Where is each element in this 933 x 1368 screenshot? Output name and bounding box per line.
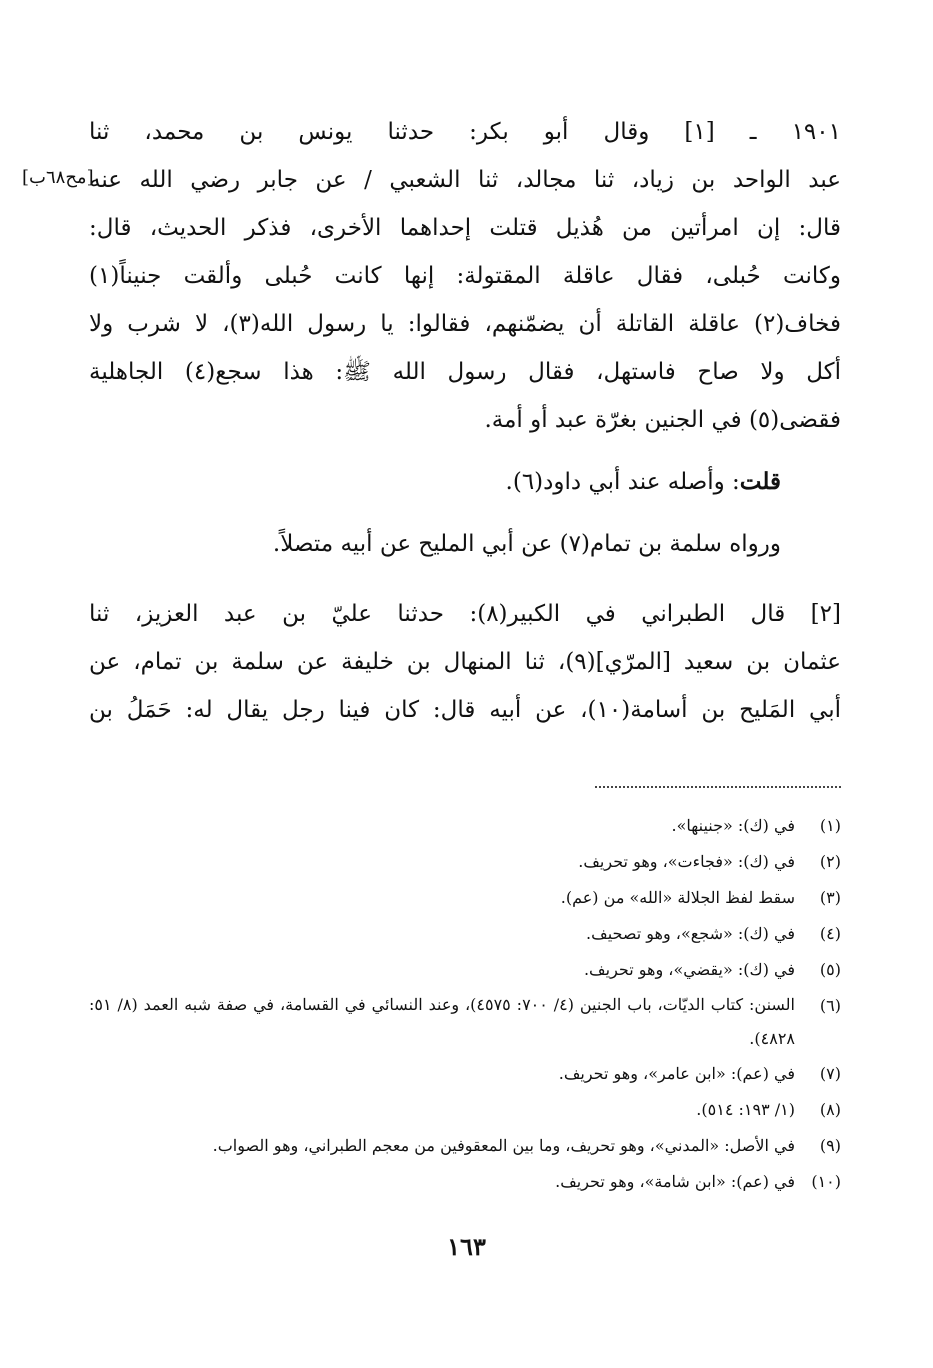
footnote-text: في الأصل: «المدني»، وهو تحريف، وما بين المعقوفين من معجم الطبراني، وهو الصواب.	[212, 1136, 795, 1155]
footnote-text: في (عم): «ابن عامر»، وهو تحريف.	[558, 1064, 795, 1083]
footnote-number: (١)	[819, 816, 841, 835]
spacer	[89, 568, 841, 590]
qult-label: قلت	[739, 468, 781, 495]
footnote-number: (٨)	[819, 1100, 841, 1119]
footnote	[89, 952, 841, 988]
footnote	[89, 808, 841, 844]
footnote	[89, 1164, 841, 1200]
footnote	[89, 988, 841, 1056]
footnote-separator	[595, 786, 841, 788]
footnote-number: (٩)	[819, 1136, 841, 1155]
footnote-number: (٢)	[819, 852, 841, 871]
second-hadith-line-3: أبي المَليح بن أسامة(١٠)، عن أبيه قال: كان فينا رجل يقال له: حَمَلُ بن	[89, 697, 841, 723]
footnote	[89, 916, 841, 952]
spacer	[89, 506, 841, 520]
text-line-3: قال: إن امرأتين من هُذيل قتلت إحداهما الأخرى، فذكر الحديث، قال:	[89, 215, 841, 241]
text-line-5: فخاف(٢) عاقلة القاتلة أن يضمّنهم، فقالوا: يا رسول الله(٣)، لا شرب ولا	[89, 311, 841, 337]
second-hadith-line-2: عثمان بن سعيد [المرّي](٩)، ثنا المنهال بن خليفة عن سلمة بن تمام، عن	[89, 649, 841, 675]
footnote-number: (٣)	[819, 888, 841, 907]
text-line-4: وكانت حُبلى، فقال عاقلة المقتولة: إنها كانت حُبلى وألقت جنيناً(١)	[89, 263, 841, 289]
footnote-text: (١/ ١٩٣: ٥١٤).	[696, 1100, 795, 1119]
footnote-text: السنن: كتاب الديّات، باب الجنين (٤/ ٧٠٠: ٤٥٧٥)، وعند النسائي في القسامة، في صفة شبه العمد (٨/ ٥١: ٤٨٢٨).	[89, 995, 795, 1048]
main-text	[89, 108, 841, 734]
footnote-number: (٥)	[819, 960, 841, 979]
qult-text: : وأصله عند أبي داود(٦).	[505, 469, 740, 495]
footnote	[89, 844, 841, 880]
footnote	[89, 880, 841, 916]
footnote-text: في (ك): «فجاءت»، وهو تحريف.	[578, 852, 795, 871]
margin-manuscript-reference: [مح٦٨ب]	[22, 167, 94, 188]
second-hadith-line-1: [٢] قال الطبراني في الكبير(٨): حدثنا عليّ بن عبد العزيز، ثنا	[89, 601, 841, 627]
text-line-1: ١٩٠١ ـ [١] وقال أبو بكر: حدثنا يونس بن محمد، ثنا	[89, 119, 841, 145]
footnote-number: (٧)	[819, 1064, 841, 1083]
footnote-number: (٦)	[819, 996, 841, 1015]
footnote-text: في (ك): «جنينها».	[671, 816, 795, 835]
text-line-7: فقضى(٥) في الجنين بغرّة عبد أو أمة.	[484, 407, 841, 433]
qult-paragraph	[89, 458, 841, 506]
rawah-line: ورواه سلمة بن تمام(٧) عن أبي المليح عن أبيه متصلاً.	[272, 531, 781, 557]
spacer	[89, 444, 841, 458]
page-number: ١٦٣	[447, 1232, 486, 1261]
text-line-2: عبد الواحد بن زياد، ثنا مجالد، ثنا الشعبي / عن جابر رضي الله عنه	[89, 167, 841, 193]
footnotes	[89, 808, 841, 1200]
footnote	[89, 1056, 841, 1092]
footnote-text: سقط لفظ الجلالة «الله» من (عم).	[560, 888, 795, 907]
footnote-number: (١٠)	[811, 1172, 841, 1191]
footnote-number: (٤)	[819, 924, 841, 943]
footnote	[89, 1092, 841, 1128]
footnote-text: في (ك): «شجع»، وهو تصحيف.	[586, 924, 795, 943]
footnote-text: في (عم): «ابن شامة»، وهو تحريف.	[555, 1172, 795, 1191]
footnote-text: في (ك): «يقضي»، وهو تحريف.	[583, 960, 795, 979]
footnote	[89, 1128, 841, 1164]
text-line-6: أكل ولا صاح فاستهل، فقال رسول الله ﷺ: هذا سجع(٤) الجاهلية	[89, 359, 841, 385]
